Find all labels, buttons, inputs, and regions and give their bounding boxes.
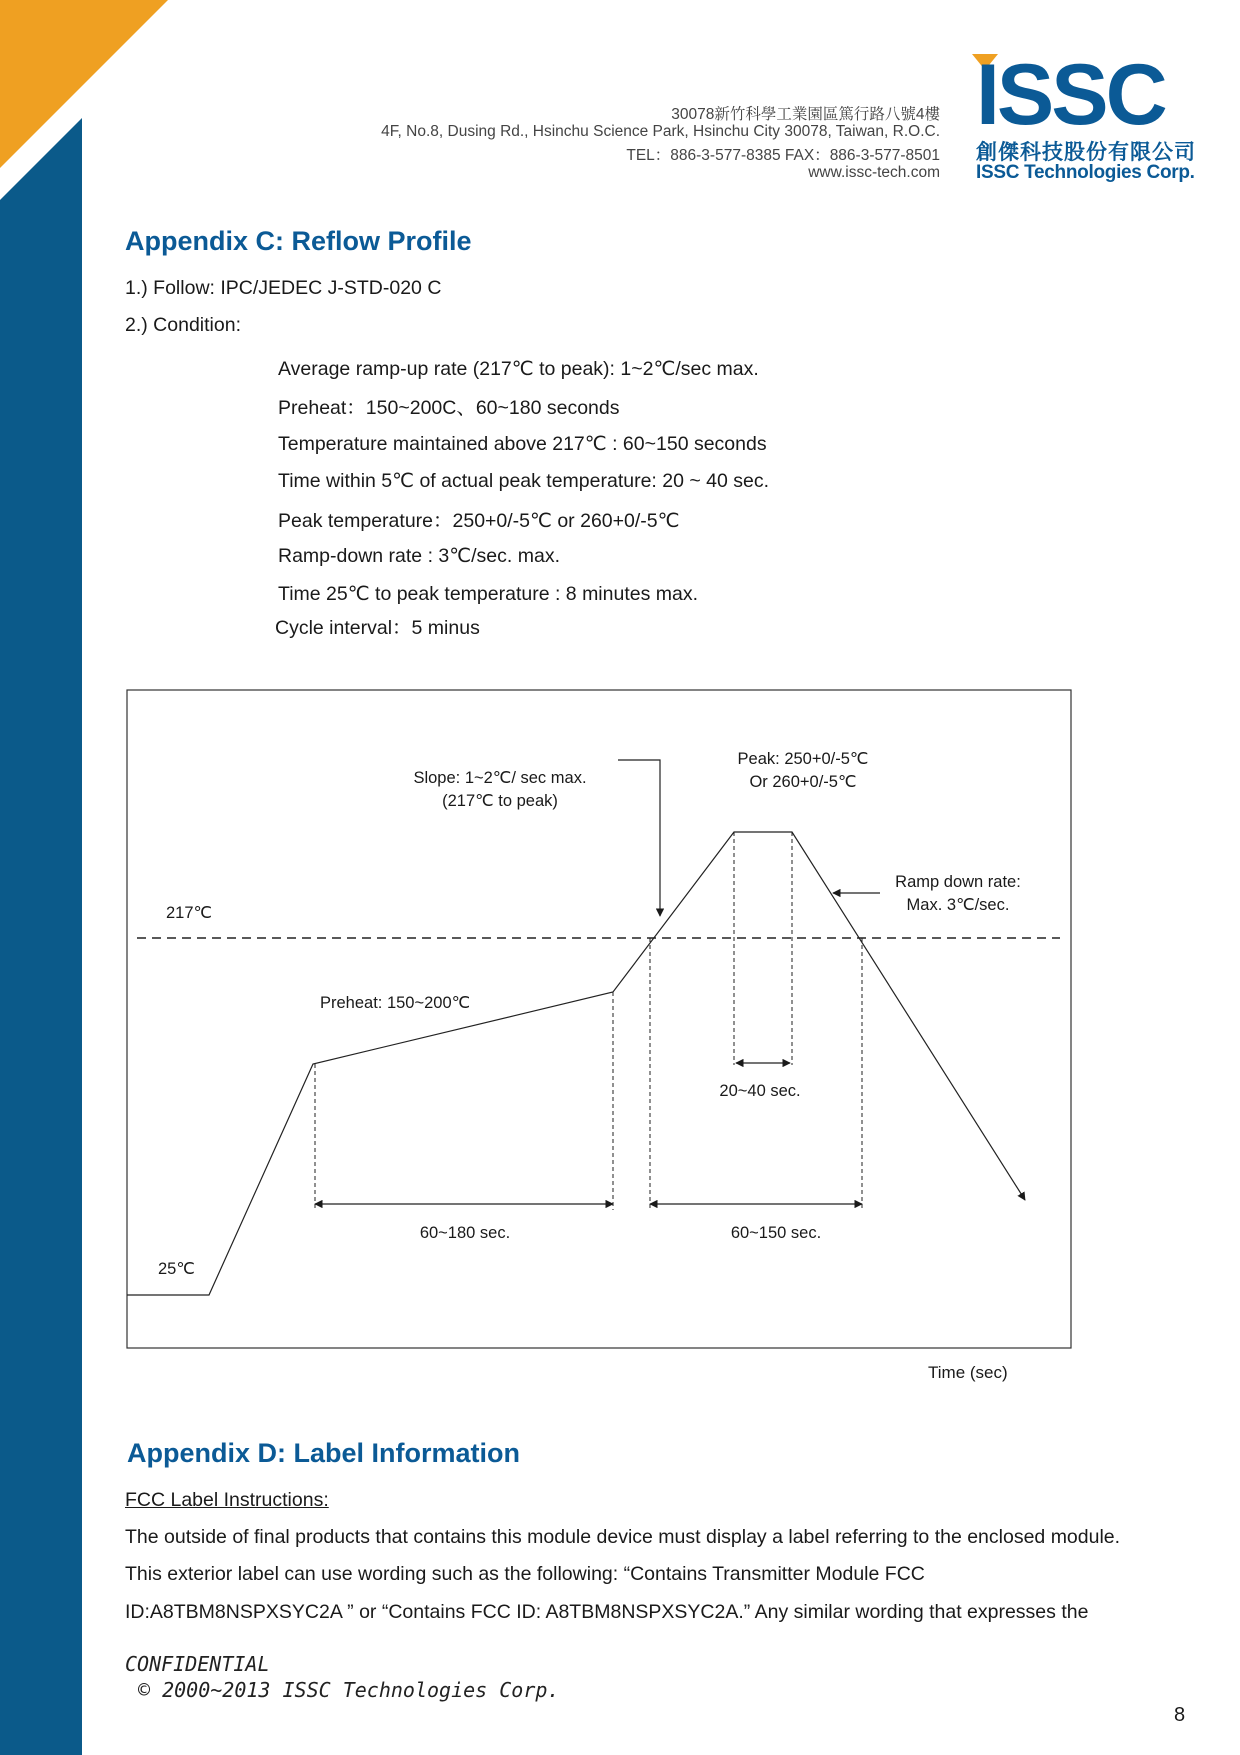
appendix-c-title: Appendix C: Reflow Profile	[125, 226, 472, 256]
y-tick-25: 25℃	[158, 1260, 195, 1278]
paragraph-line: This exterior label can use wording such as the following: “Contains Transmitter Module FCC	[125, 1563, 925, 1585]
condition-item: Peak temperature：250+0/-5℃ or 260+0/-5℃	[278, 510, 680, 532]
peak-label-line1: Peak: 250+0/-5℃	[737, 750, 869, 768]
y-tick-217: 217℃	[166, 904, 213, 922]
condition-item: Ramp-down rate : 3℃/sec. max.	[278, 545, 560, 567]
condition-item: Time 25℃ to peak temperature : 8 minutes max.	[278, 583, 699, 605]
preheat-label: Preheat: 150~200℃	[320, 994, 471, 1012]
address-chinese: 30078新竹科學工業園區篤行路八號4樓	[671, 106, 940, 123]
logo-mark: ISSC	[976, 47, 1165, 143]
preheat-window-label: 60~180 sec.	[419, 1224, 511, 1242]
fcc-label-subtitle: FCC Label Instructions:	[125, 1489, 329, 1511]
x-axis-label: Time (sec)	[928, 1363, 1008, 1382]
condition-item: Average ramp-up rate (217℃ to peak): 1~2℃/sec max.	[278, 358, 759, 380]
paragraph-line: The outside of final products that contains this module device must display a label referring to the enclosed module.	[125, 1526, 1121, 1548]
chart-frame	[127, 690, 1071, 1348]
paragraph-line: ID:A8TBM8NSPXSYC2A ” or “Contains FCC ID: A8TBM8NSPXSYC2A.” Any similar wording that expresses the	[125, 1601, 1089, 1623]
condition-heading: 2.) Condition:	[125, 314, 241, 336]
logo-name-english: ISSC Technologies Corp.	[976, 162, 1195, 183]
condition-item: Time within 5℃ of actual peak temperature: 20 ~ 40 sec.	[278, 470, 770, 492]
rampdown-label-line1: Ramp down rate:	[895, 873, 1021, 891]
phone-fax: TEL：886-3-577-8385 FAX：886-3-577-8501	[626, 147, 940, 164]
condition-item: Cycle interval：5 minus	[275, 617, 480, 639]
confidential-notice: CONFIDENTIAL	[125, 1652, 270, 1676]
page-number: 8	[1174, 1704, 1186, 1726]
slope-pointer-arrow	[618, 760, 660, 916]
above217-window-label: 60~150 sec.	[730, 1224, 822, 1242]
copyright-notice: © 2000~2013 ISSC Technologies Corp.	[138, 1678, 560, 1702]
temperature-profile-line	[127, 832, 1025, 1295]
rampdown-label-line2: Max. 3℃/sec.	[906, 896, 1010, 914]
peak-window-label: 20~40 sec.	[719, 1082, 801, 1100]
follow-standard: 1.) Follow: IPC/JEDEC J-STD-020 C	[125, 277, 442, 299]
condition-item: Temperature maintained above 217℃ : 60~150 seconds	[278, 433, 767, 455]
slope-label-line1: Slope: 1~2℃/ sec max.	[413, 769, 587, 787]
appendix-d-title: Appendix D: Label Information	[127, 1438, 521, 1468]
condition-item: Preheat：150~200C、60~180 seconds	[278, 397, 620, 419]
address-english: 4F, No.8, Dusing Rd., Hsinchu Science Park, Hsinchu City 30078, Taiwan, R.O.C.	[381, 123, 940, 140]
logo-name-chinese: 創傑科技股份有限公司	[976, 141, 1196, 164]
website-link[interactable]: www.issc-tech.com	[808, 164, 940, 181]
slope-label-line2: (217℃ to peak)	[442, 792, 558, 810]
peak-label-line2: Or 260+0/-5℃	[749, 773, 857, 791]
